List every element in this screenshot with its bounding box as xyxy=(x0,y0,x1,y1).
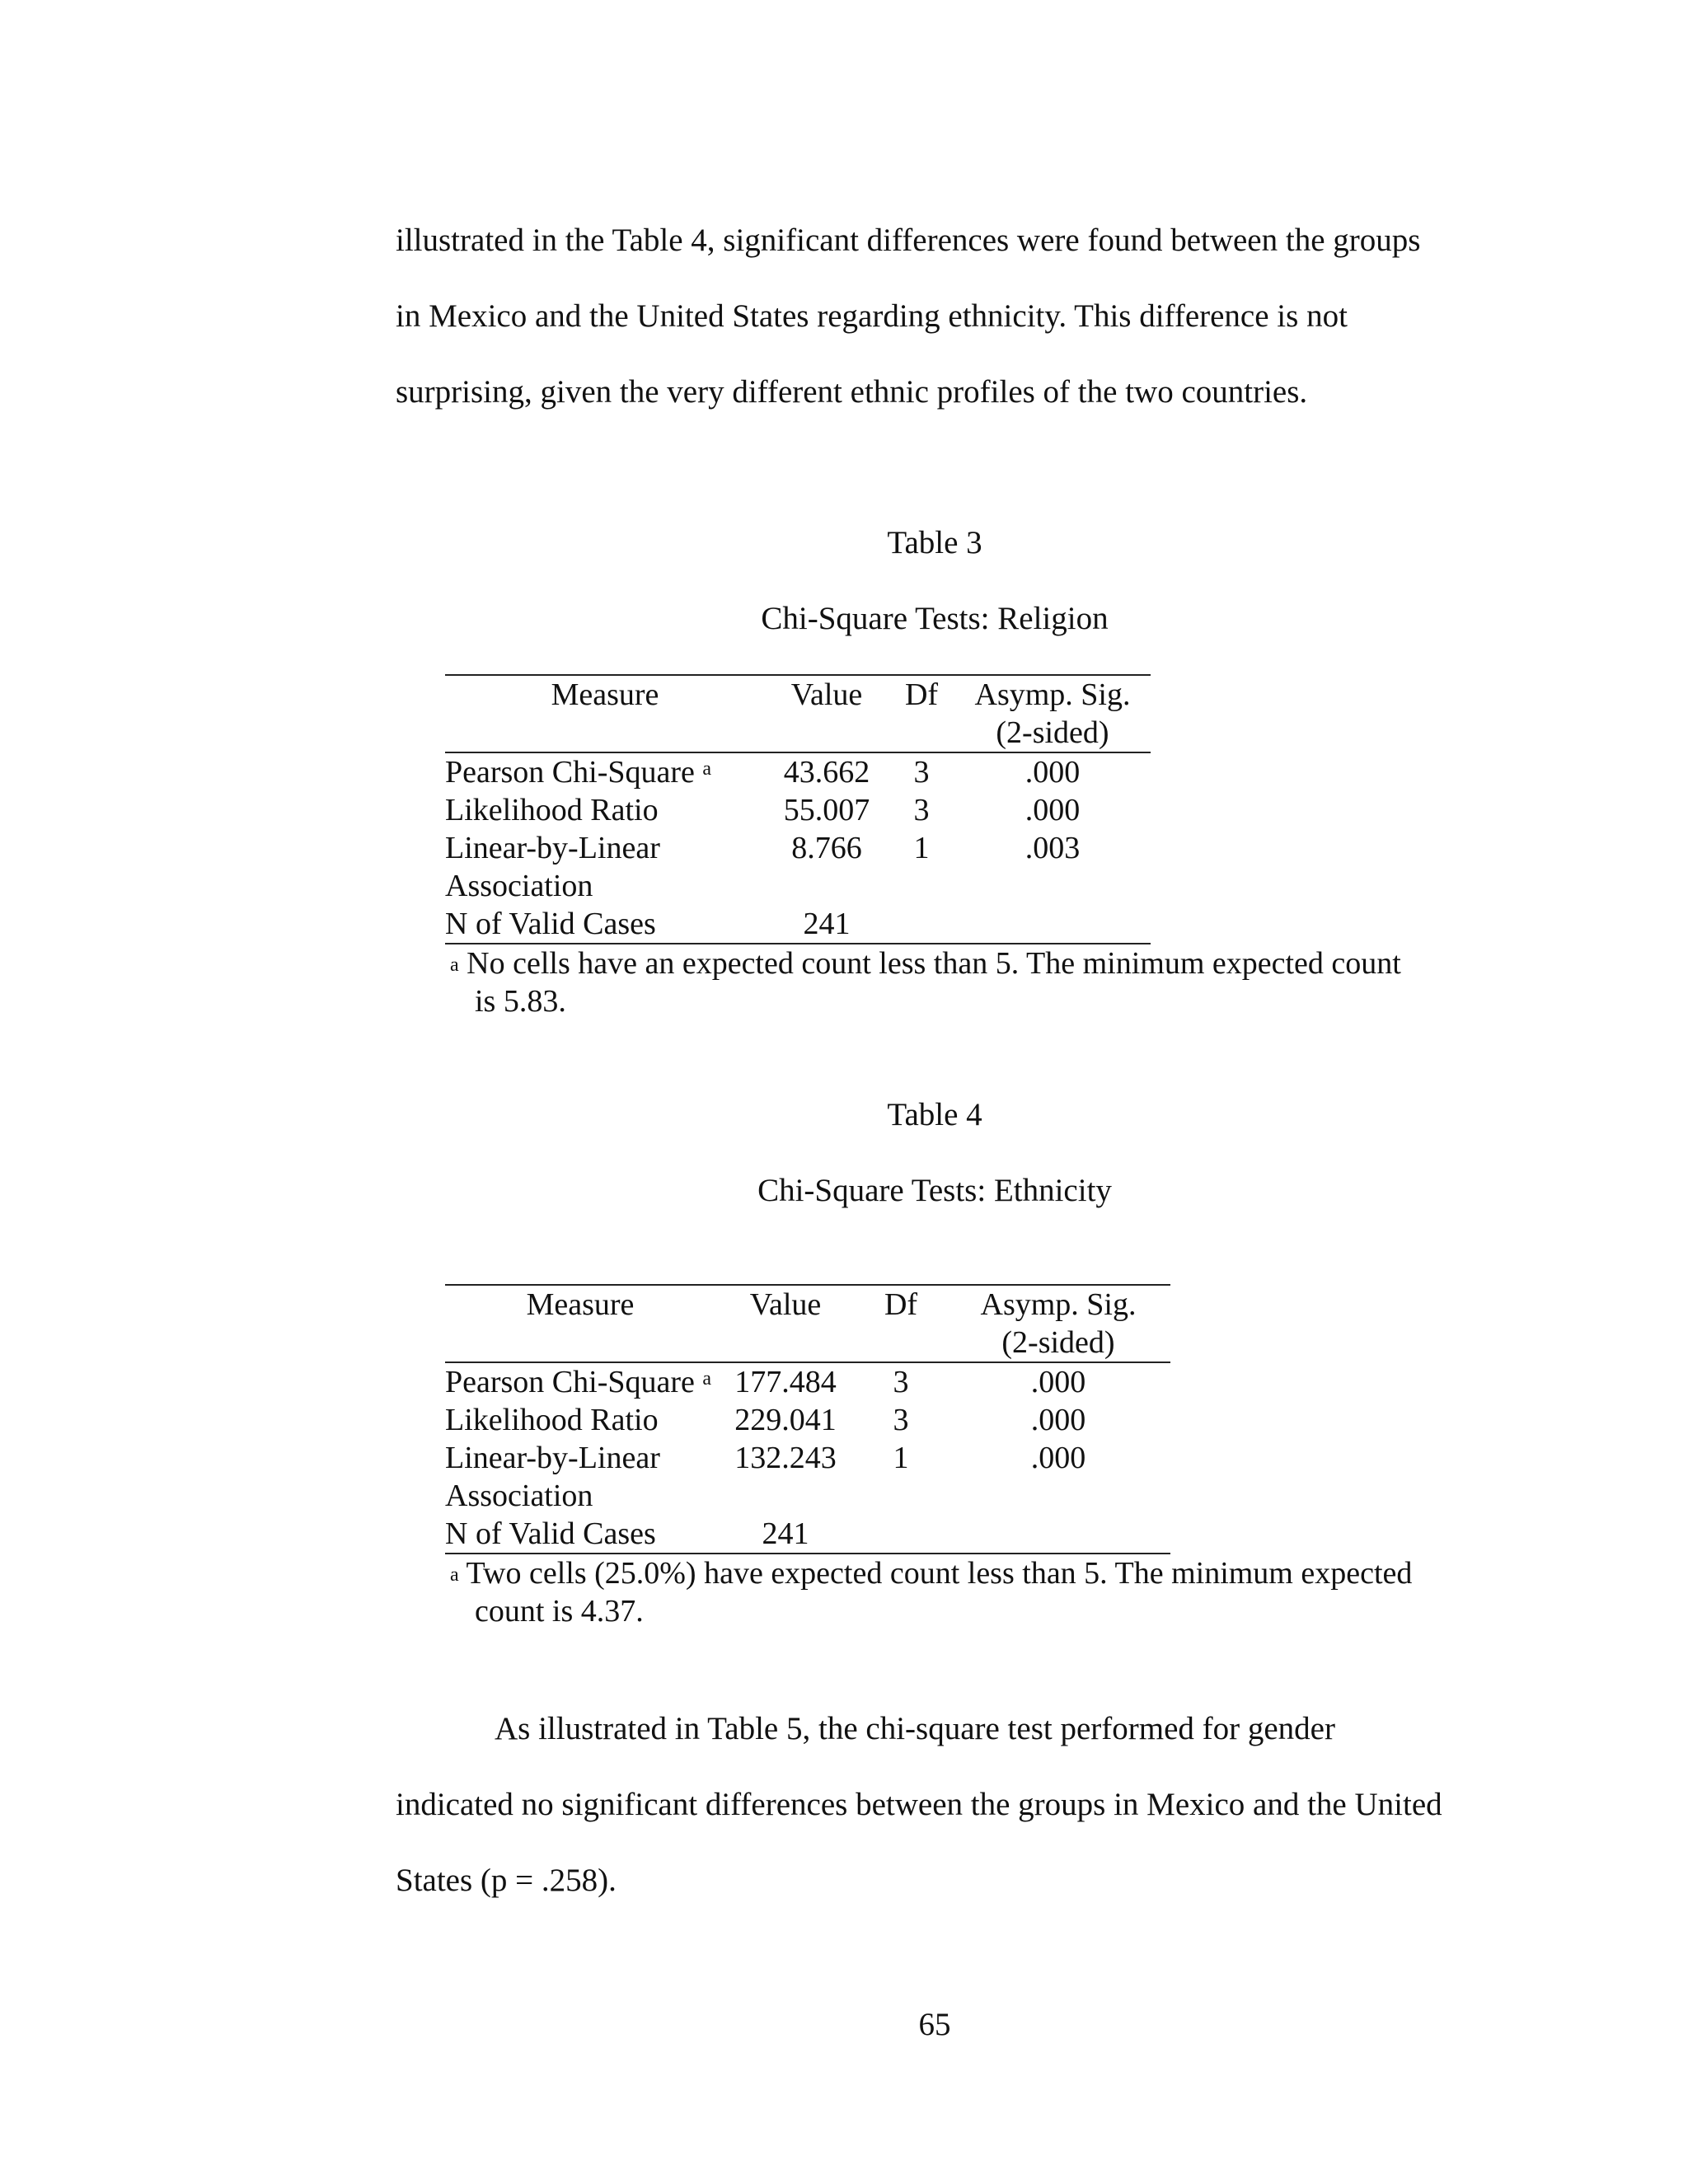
row-measure xyxy=(445,752,765,791)
table-row xyxy=(445,1401,1170,1439)
footnote-line: is 5.83. xyxy=(475,984,566,1019)
row-sig: .000 xyxy=(946,1362,1170,1401)
row-measure: Linear-by-Linear xyxy=(445,1441,660,1475)
row-sig: .000 xyxy=(1025,793,1081,827)
table-row xyxy=(445,1362,1170,1401)
column-header-measure: Measure xyxy=(526,1287,635,1322)
body-paragraph-top xyxy=(396,203,1420,430)
footnote-line xyxy=(450,1554,1412,1592)
row-value xyxy=(715,1477,856,1515)
row-measure: Association xyxy=(445,869,593,903)
table3-label: Table 3 xyxy=(887,525,982,560)
row-sig xyxy=(954,867,1151,905)
paragraph-line: in Mexico and the United States regarding ethnicity. This difference is not xyxy=(396,298,1348,334)
table-row xyxy=(445,905,1151,944)
paragraph-line: As illustrated in Table 5, the chi-square test performed for gender xyxy=(495,1711,1335,1746)
table-header-row xyxy=(445,676,1151,752)
row-df xyxy=(889,867,954,905)
row-measure: Likelihood Ratio xyxy=(445,793,659,827)
table-header-row xyxy=(445,1286,1170,1362)
row-measure: Likelihood Ratio xyxy=(445,1403,659,1437)
row-sig xyxy=(946,1515,1170,1554)
row-measure: N of Valid Cases xyxy=(445,905,765,944)
column-header-sig-line2: (2-sided) xyxy=(1001,1325,1115,1360)
row-value: 43.662 xyxy=(765,752,889,791)
body-paragraph-bottom xyxy=(396,1691,1442,1919)
column-header-value: Value xyxy=(749,1287,822,1322)
row-value: 132.243 xyxy=(734,1441,837,1475)
footnote-text: No cells have an expected count less than 5. The minimum expected count xyxy=(458,946,1401,981)
footnote-text: Two cells (25.0%) have expected count less than 5. The minimum expected xyxy=(466,1556,1413,1591)
row-value: 241 xyxy=(715,1515,856,1554)
row-measure: Linear-by-Linear xyxy=(445,831,660,865)
row-measure-text: Pearson Chi-Square xyxy=(445,755,695,790)
table-row xyxy=(445,1439,1170,1477)
row-measure-text: Pearson Chi-Square xyxy=(445,1365,695,1399)
column-header-df: Df xyxy=(904,677,939,712)
page-number: 65 xyxy=(918,2007,951,2042)
table-row xyxy=(445,867,1151,905)
column-header-sig xyxy=(954,676,1151,752)
row-df xyxy=(856,1477,946,1515)
row-df xyxy=(856,1515,946,1554)
row-value: 8.766 xyxy=(791,831,862,865)
footnote-line xyxy=(450,944,1401,982)
row-sig: .000 xyxy=(1030,1441,1086,1475)
row-measure xyxy=(445,1362,715,1401)
row-value xyxy=(765,867,889,905)
column-header-measure: Measure xyxy=(551,677,659,712)
row-sig xyxy=(954,905,1151,944)
row-sig: .000 xyxy=(1030,1403,1086,1437)
column-header-sig-line1: Asymp. Sig. xyxy=(974,677,1131,712)
row-measure: N of Valid Cases xyxy=(445,1515,715,1554)
row-sig: .003 xyxy=(1025,831,1081,865)
row-value: 229.041 xyxy=(734,1403,837,1437)
row-df: 3 xyxy=(893,1403,909,1437)
paragraph-line: indicated no significant differences between the groups in Mexico and the United xyxy=(396,1787,1442,1822)
chi-square-ethnicity-table xyxy=(445,1284,1170,1554)
column-header-sig-line2: (2-sided) xyxy=(996,715,1109,750)
table-row xyxy=(445,1515,1170,1554)
paragraph-line: surprising, given the very different ethnic profiles of the two countries. xyxy=(396,374,1308,410)
row-measure: Association xyxy=(445,1479,593,1513)
footnote-marker: a xyxy=(450,954,459,976)
row-sig: .000 xyxy=(954,752,1151,791)
table-row xyxy=(445,829,1151,867)
footnote-line: count is 4.37. xyxy=(475,1594,644,1629)
paragraph-line: illustrated in the Table 4, significant differences were found between the groups xyxy=(396,223,1421,258)
column-header-sig-line1: Asymp. Sig. xyxy=(980,1287,1137,1322)
table4-title: Chi-Square Tests: Ethnicity xyxy=(757,1173,1112,1208)
row-df: 1 xyxy=(893,1441,909,1475)
table-row xyxy=(445,791,1151,829)
chi-square-religion-table xyxy=(445,674,1151,944)
column-header-df: Df xyxy=(884,1287,918,1322)
table3-footnote xyxy=(450,944,1401,1020)
row-sig xyxy=(946,1477,1170,1515)
table3-title: Chi-Square Tests: Religion xyxy=(761,601,1109,636)
row-df xyxy=(889,905,954,944)
row-df: 3 xyxy=(856,1362,946,1401)
table-row xyxy=(445,1477,1170,1515)
footnote-marker: a xyxy=(702,758,712,780)
row-value: 55.007 xyxy=(783,793,870,827)
row-df: 1 xyxy=(913,831,930,865)
paragraph-line: States (p = .258). xyxy=(396,1863,617,1898)
row-value: 241 xyxy=(765,905,889,944)
row-df: 3 xyxy=(889,752,954,791)
table4-footnote xyxy=(450,1554,1412,1630)
column-header-value: Value xyxy=(790,677,863,712)
row-value: 177.484 xyxy=(715,1362,856,1401)
column-header-sig xyxy=(946,1286,1170,1362)
footnote-marker: a xyxy=(702,1368,712,1390)
table-row xyxy=(445,752,1151,791)
footnote-marker: a xyxy=(450,1564,459,1586)
row-df: 3 xyxy=(913,793,930,827)
table4-label: Table 4 xyxy=(887,1097,982,1132)
